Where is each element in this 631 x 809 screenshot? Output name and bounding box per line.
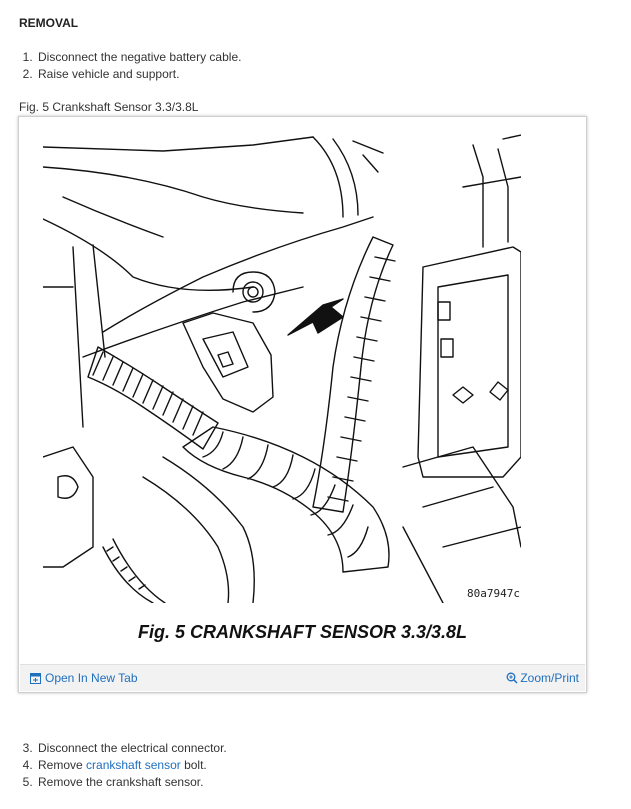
air-tube-top <box>313 137 383 217</box>
figure-container <box>18 116 587 693</box>
lower-tube <box>143 457 254 603</box>
steps-list-bottom <box>36 740 227 791</box>
figure-footer <box>20 664 585 691</box>
bracket-tab-1 <box>438 302 450 320</box>
hose-ribs-left <box>93 352 203 435</box>
crankshaft-sensor-body <box>183 313 273 412</box>
corrugated-hose-right <box>313 237 393 512</box>
corrugated-hose-left <box>88 347 218 449</box>
sensor-bolt-head <box>248 287 258 297</box>
zoom-print-label: Zoom/Print <box>520 671 579 685</box>
step-item <box>36 757 227 774</box>
bracket-lower-left <box>43 447 93 567</box>
pointer-arrow <box>288 299 343 335</box>
step-text: Raise vehicle and support. <box>38 67 180 81</box>
left-panel-lines <box>43 245 105 427</box>
wiring-loom <box>183 427 389 572</box>
step-item <box>36 49 241 66</box>
crankshaft-sensor-link[interactable]: crankshaft sensor <box>86 758 181 772</box>
wiring-loom-wraps <box>203 432 368 557</box>
bracket-tab-2 <box>441 339 453 357</box>
step-text: Remove the crankshaft sensor. <box>38 775 204 789</box>
figure-caption: Fig. 5 Crankshaft Sensor 3.3/3.8L <box>19 100 199 114</box>
intake-housing <box>83 217 373 357</box>
hose-ribs-right <box>328 257 395 501</box>
section-heading: REMOVAL <box>19 16 79 30</box>
pentastar-logo <box>453 382 508 403</box>
steps-list-top <box>36 49 241 83</box>
zoom-print-link[interactable] <box>506 671 579 685</box>
drawing-border <box>43 127 521 603</box>
open-new-tab-icon <box>30 673 41 684</box>
step-text: Remove <box>38 758 87 772</box>
crankshaft-sensor-diagram[interactable] <box>43 127 521 603</box>
sensor-connector <box>203 332 248 377</box>
step-item <box>36 774 227 791</box>
bolt-boss <box>233 272 275 312</box>
zoom-icon <box>506 672 518 684</box>
step-item <box>36 740 227 757</box>
step-text: bolt. <box>180 758 207 772</box>
step-item <box>36 66 241 83</box>
step-text: Disconnect the negative battery cable. <box>38 50 242 64</box>
ring-gear <box>103 539 165 603</box>
drawing-id: 80a7947c <box>467 587 520 600</box>
step-text: Disconnect the electrical connector. <box>38 741 227 755</box>
bracket-lines-right <box>463 135 521 247</box>
open-in-new-tab-link[interactable] <box>30 671 138 685</box>
drawing-title: Fig. 5 CRANKSHAFT SENSOR 3.3/3.8L <box>137 622 468 642</box>
open-in-new-tab-label: Open In New Tab <box>45 671 138 685</box>
engine-outline-top <box>43 137 313 290</box>
